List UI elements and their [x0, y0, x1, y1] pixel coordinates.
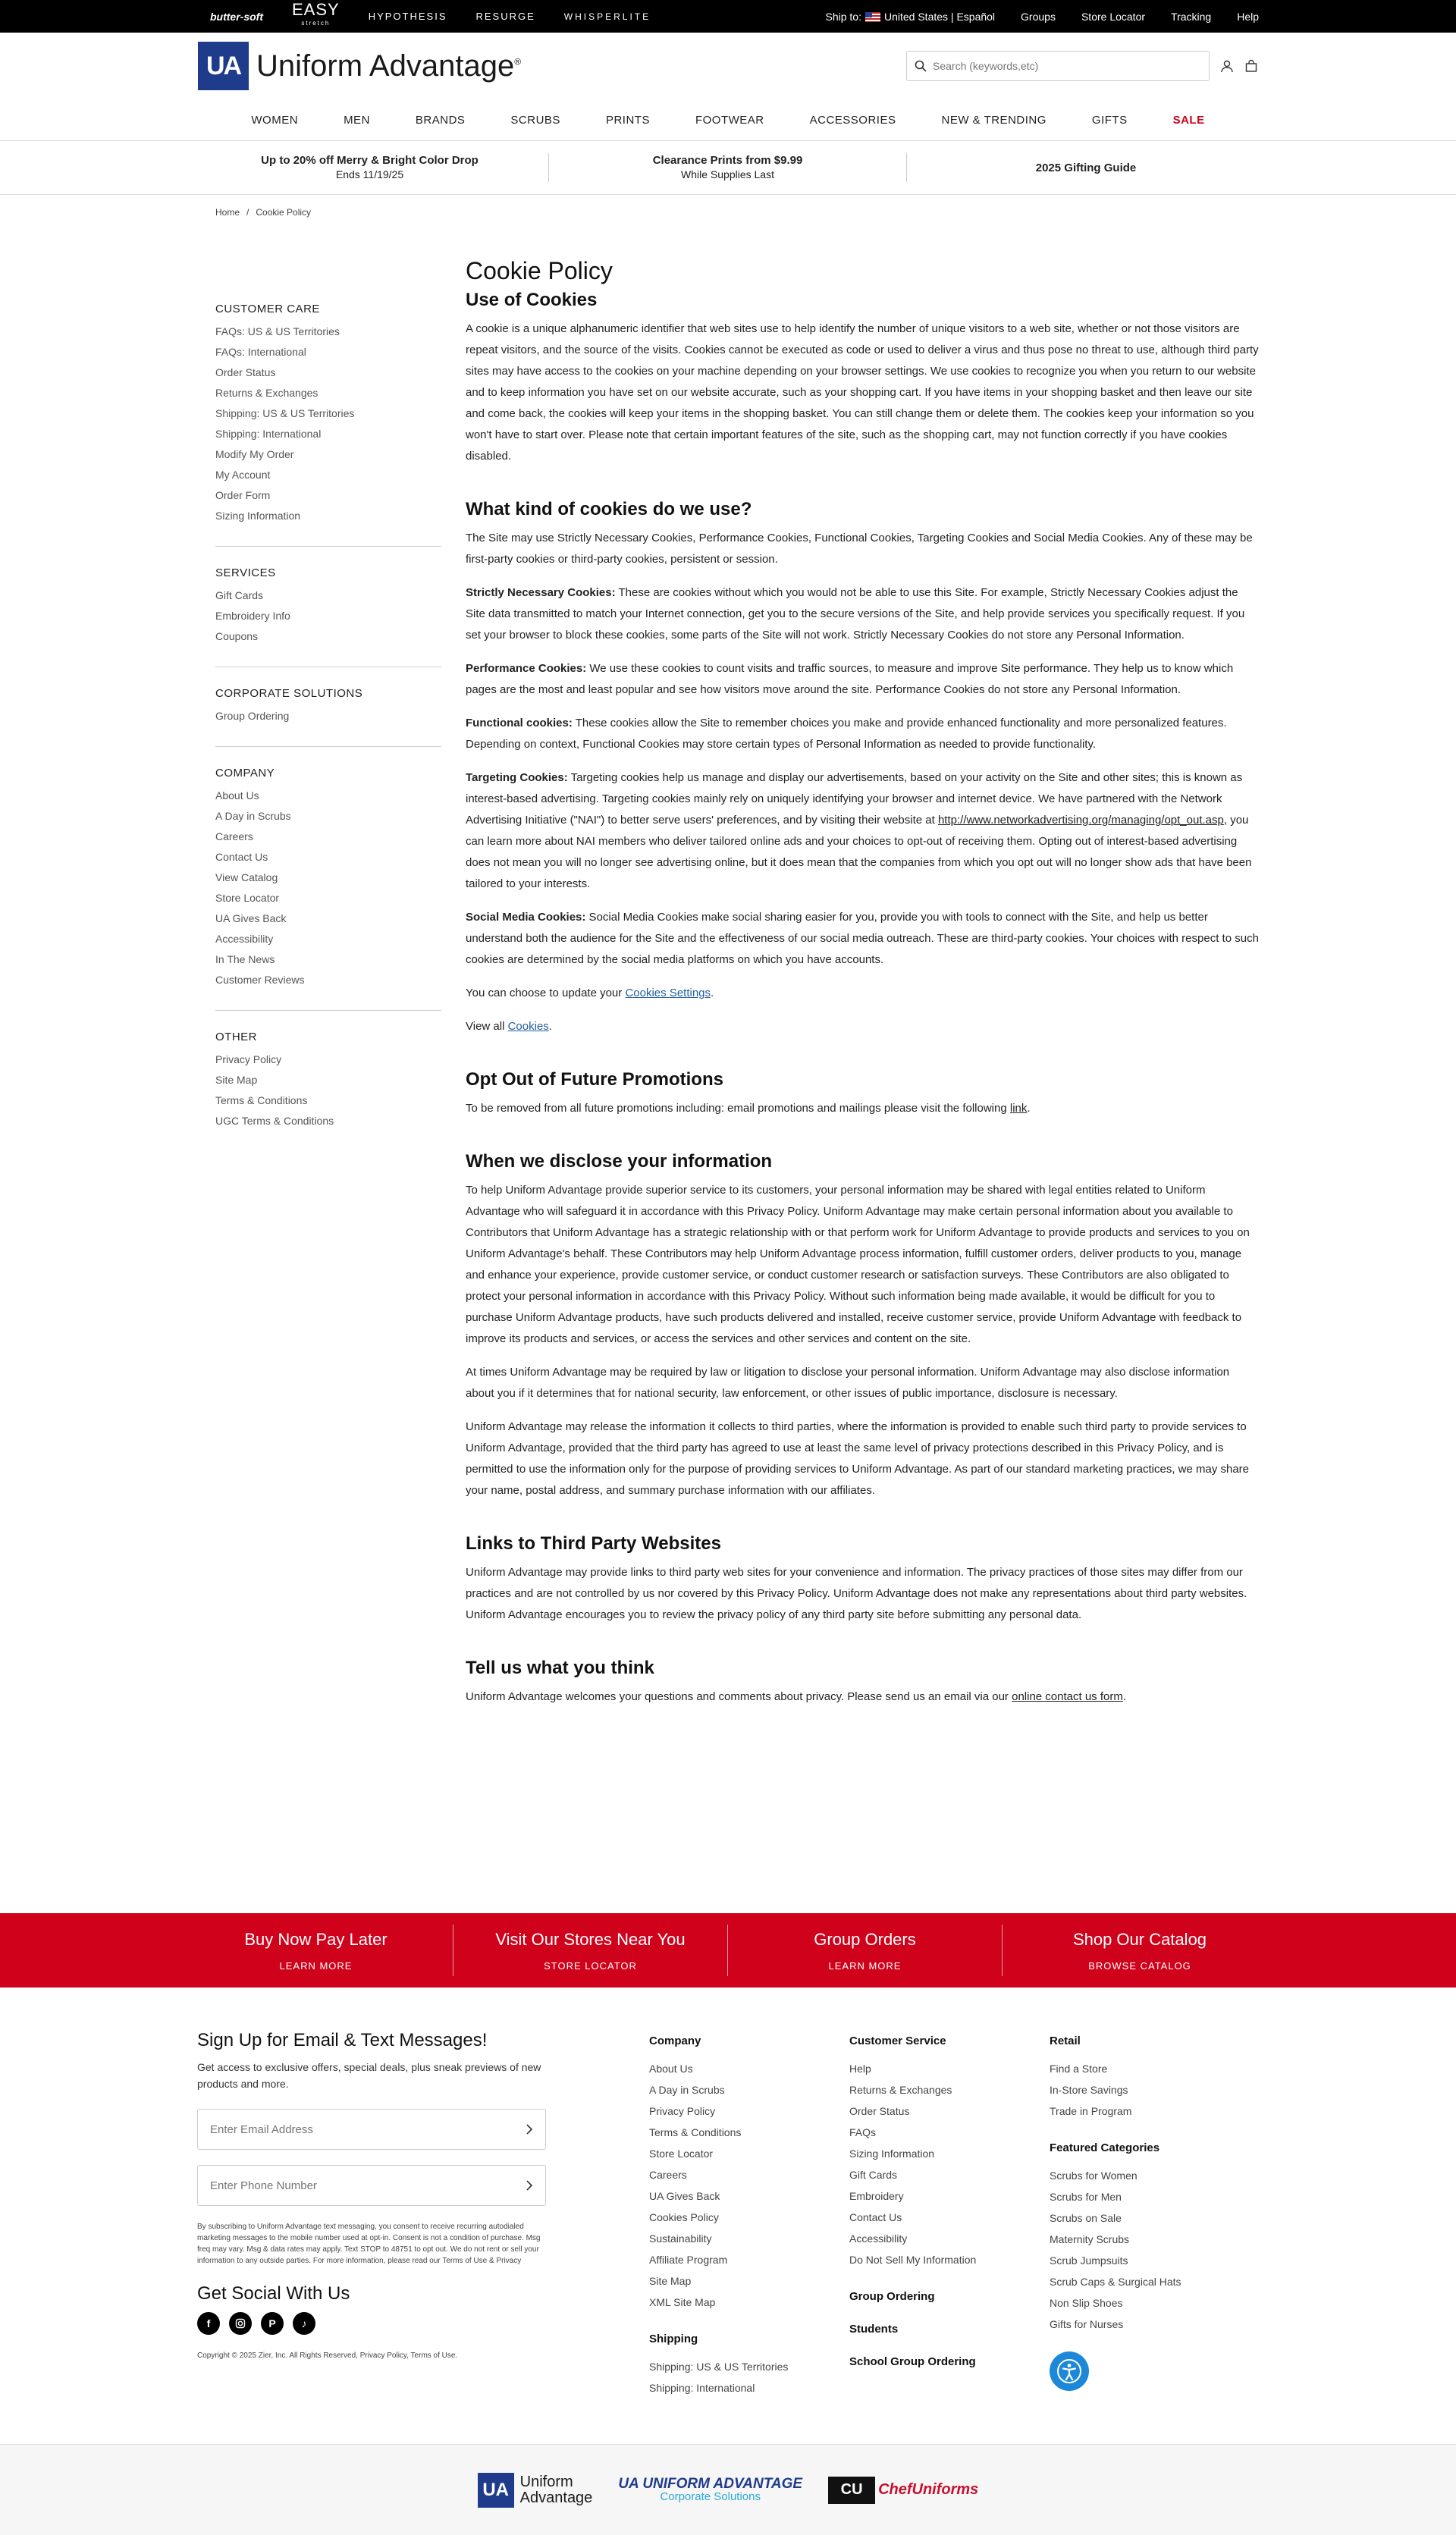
cookie-settings-text: You can choose to update your [466, 987, 626, 999]
brand-hypothesis[interactable]: HYPOTHESIS [368, 11, 447, 22]
promo-subtitle: Ends 11/19/25 [335, 168, 404, 180]
footer-link[interactable]: FAQs [849, 2126, 877, 2138]
section-heading-opt-out: Opt Out of Future Promotions [466, 1069, 723, 1090]
signup-description: Get access to exclusive offers, special deals, plus sneak previews of new products and more. [197, 2061, 541, 2090]
term-text: Social Media Cookies make social sharing easier for you, provide you with tools to connect with the Site, and help us better understand both the audience for the Site and the effectiveness of our social media outreach. These are third-party cookies. Your choices with respect to such cookies are determined by the social media platforms on which you have accounts. [466, 911, 1259, 966]
sidebar-item[interactable]: Terms & Conditions [215, 1094, 308, 1106]
nav-new-trending[interactable]: NEW & TRENDING [941, 113, 1046, 127]
sidebar-item[interactable]: UGC Terms & Conditions [215, 1115, 334, 1127]
chef-logo-mark: CU [828, 2477, 875, 2504]
footer-link[interactable]: Store Locator [649, 2148, 714, 2160]
sidebar-group-company [215, 767, 441, 1011]
footer-link[interactable]: Scrubs for Women [1050, 2169, 1138, 2182]
cta-subtitle: STORE LOCATOR [544, 1959, 637, 1972]
corporate-logo-line2: Corporate Solutions [660, 2490, 761, 2503]
promo-title: Up to 20% off Merry & Bright Color Drop [261, 154, 479, 167]
section-heading-disclosure: When we disclose your information [466, 1151, 773, 1172]
cta-subtitle: LEARN MORE [279, 1959, 353, 1972]
view-all-text: View all [466, 1020, 508, 1033]
tiktok-icon[interactable]: ♪ [293, 2312, 315, 2335]
footer-link[interactable]: In-Store Savings [1050, 2084, 1128, 2096]
uniform-advantage-logo[interactable] [478, 2473, 593, 2508]
paragraph-cookie-settings [466, 983, 1259, 1004]
footer-link[interactable]: Cookies Policy [649, 2211, 719, 2223]
sidebar-item[interactable]: Returns & Exchanges [215, 387, 318, 399]
nav-gifts[interactable]: GIFTS [1091, 113, 1128, 127]
cta-subtitle: LEARN MORE [828, 1959, 902, 1972]
sms-disclaimer: By subscribing to Uniform Advantage text messaging, you consent to receive recurring autodialed marketing messages to the mobile number used at opt-in. Consent is not a condition of purchase. Msg freq may vary. Msg & data rates may apply. Text STOP to 48751 to opt out. We do not rent or sell your information to any outside parties. For more information, please read our Terms of Use & Privacy [197, 2223, 541, 2265]
page-title: Cookie Policy [466, 257, 613, 284]
search-box [906, 51, 1210, 81]
sidebar-item[interactable]: Modify My Order [215, 448, 294, 460]
sidebar-item[interactable]: Order Status [215, 366, 276, 378]
footer-col-company [649, 2030, 849, 2399]
nav-women[interactable]: WOMEN [251, 113, 299, 127]
sidebar-item[interactable]: Store Locator [215, 892, 280, 904]
sidebar-group-title: OTHER [215, 1031, 257, 1043]
sidebar-group-customer-care [215, 303, 441, 547]
footer-link[interactable]: A Day in Scrubs [649, 2084, 725, 2096]
instagram-icon[interactable] [229, 2312, 252, 2335]
footer-link[interactable]: Shipping: International [649, 2382, 755, 2394]
sidebar-item[interactable]: FAQs: US & US Territories [215, 325, 340, 337]
ua-logo-mark: UA [478, 2473, 514, 2508]
logo-registered: ® [514, 56, 522, 67]
footer-link[interactable]: Scrubs on Sale [1050, 2212, 1122, 2224]
footer-link[interactable]: Careers [649, 2169, 687, 2181]
chevron-right-icon[interactable] [526, 2124, 533, 2135]
sidebar-item[interactable]: Careers [215, 830, 253, 842]
sidebar-item[interactable]: FAQs: International [215, 346, 306, 358]
footer-link[interactable]: Sustainability [649, 2232, 712, 2245]
footer-col-customer-service [849, 2030, 1050, 2399]
promo-color-drop[interactable] [191, 153, 549, 182]
ship-to-label: Ship to: [825, 10, 861, 23]
sidebar-item[interactable]: A Day in Scrubs [215, 810, 291, 822]
cta-title: Buy Now Pay Later [244, 1929, 388, 1949]
cta-title: Visit Our Stores Near You [495, 1929, 686, 1949]
period: . [548, 1020, 552, 1033]
footer-link[interactable]: Gifts for Nurses [1050, 2318, 1124, 2330]
us-flag-icon [865, 12, 880, 22]
paragraph: The Site may use Strictly Necessary Cookies, Performance Cookies, Functional Cookies, Targeting Cookies and Social Media Cookies. Any of these may be first-party cookies or third-party cookies, persistent or session. [466, 532, 1253, 566]
site-header [0, 33, 1456, 99]
top-link-store-locator[interactable]: Store Locator [1081, 10, 1146, 23]
chef-uniforms-logo[interactable] [828, 2477, 978, 2504]
sidebar-group-title: SERVICES [215, 566, 276, 579]
nav-men[interactable]: MEN [344, 113, 370, 127]
footer-link[interactable]: Maternity Scrubs [1050, 2233, 1130, 2245]
promo-bar [0, 140, 1456, 195]
footer-link[interactable]: Scrub Jumpsuits [1050, 2254, 1128, 2267]
account-icon[interactable] [1220, 59, 1234, 73]
term-label: Functional cookies: [466, 717, 573, 729]
nav-footwear[interactable]: FOOTWEAR [695, 113, 764, 127]
paragraph: Uniform Advantage may release the information it collects to third parties, where the information is provided to enable such third party to provide services to Uniform Advantage, provided that the third party has agreed to use at least the same level of privacy protections described in this Privacy Policy, and is permitted to use the information only for the purpose of providing services to Uniform Advantage. As part of our standard marketing practices, we may share your name, postal address, and summary purchase information with our affiliates. [466, 1420, 1250, 1497]
site-logo[interactable] [198, 42, 521, 90]
corporate-solutions-logo[interactable] [618, 2477, 802, 2503]
term-label: Performance Cookies: [466, 662, 587, 675]
footer-heading-link[interactable]: School Group Ordering [849, 2355, 976, 2368]
top-link-groups[interactable]: Groups [1021, 10, 1056, 23]
social-title: Get Social With Us [197, 2283, 350, 2304]
footer-columns [561, 2030, 1259, 2399]
sidebar-group-services [215, 566, 441, 667]
footer-link[interactable]: Find a Store [1050, 2063, 1108, 2075]
paragraph-performance [466, 658, 1259, 701]
footer-link[interactable]: Privacy Policy [649, 2105, 716, 2117]
brand-easy-label: EASY [292, 0, 340, 19]
paragraph: To help Uniform Advantage provide superior service to its customers, your personal information may be shared with legal entities related to Uniform Advantage who will safeguard it in accordance with this Privacy Policy. Uniform Advantage may make certain personal information about you available to Contributors that Uniform Advantage has a strategic relationship with or that perform work for Uniform Advantage to provide products and services to you on Uniform Advantage's behalf. These Contributors may help Uniform Advantage process information, fulfill customer orders, deliver products to you, manage and enhance your experience, provide customer service, or conduct customer research or satisfaction surveys. These Contributors are also obligated to protect your personal information in accordance with this Privacy Policy. Without such information being made available, it would be difficult for you to purchase Uniform Advantage products, have such products delivered and installed, receive customer service, provide Uniform Advantage with feedback to improve its products and services, or access the services and other services and content on the site. [466, 1184, 1250, 1345]
accessibility-icon[interactable] [1050, 2351, 1089, 2391]
section-heading-third-party: Links to Third Party Websites [466, 1533, 721, 1554]
sidebar-item[interactable]: Site Map [215, 1074, 258, 1086]
breadcrumb-current: Cookie Policy [256, 207, 312, 218]
footer-link[interactable]: Help [849, 2063, 871, 2075]
brand-strip [210, 0, 651, 30]
phone-field [197, 2165, 546, 2206]
shopping-bag-icon[interactable] [1244, 59, 1258, 73]
logo-mark: UA [198, 42, 249, 90]
paragraph: Uniform Advantage may provide links to third party web sites for your convenience and information. The privacy practices of those sites may differ from our practices and are not controlled by us nor covered by this Privacy Policy. Uniform Advantage does not make any representations about third party websites. Uniform Advantage encourages you to review the privacy policy of any third party site before submitting any personal data. [466, 1566, 1247, 1621]
sidebar-item[interactable]: View Catalog [215, 871, 278, 883]
footer-link[interactable]: Accessibility [849, 2232, 908, 2245]
brand-resurge[interactable]: RESURGE [475, 11, 535, 22]
footer-link[interactable]: About Us [649, 2063, 693, 2075]
promo-title: Clearance Prints from $9.99 [652, 154, 803, 167]
sidebar-item[interactable]: Gift Cards [215, 589, 264, 601]
cta-title: Group Orders [814, 1929, 916, 1949]
family-brand-logos [0, 2444, 1456, 2535]
sidebar-item[interactable]: Embroidery Info [215, 610, 290, 622]
paragraph: A cookie is a unique alphanumeric identifier that web sites use to help identify the number of unique visitors to a web site, whether or not those visitors are repeat visitors, and the source of the visits. Cookies cannot be executed as code or used to deliver a virus and thus pose no threat to use, although third party sites may have access to the cookies on your machine depending on your browser settings. We use cookies to recognize you when you return to our website and to keep information you have set on our website accurate, such as your shopping cart. If you have items in your shopping basket and then leave our site and come back, the cookies will keep your items in the shopping basket. You can still change them or delete them. The cookies keep your information so you won't have to start over. Please note that certain important features of the site, such as the shopping cart, may not function correctly if you have cookies disabled. [466, 322, 1259, 463]
sidebar-item[interactable]: About Us [215, 789, 259, 802]
chef-logo-text: ChefUniforms [878, 2481, 979, 2498]
term-text: Targeting cookies help us manage and display our advertisements, based on your activity on the Site and other sites; this is known as interest-based advertising. Targeting cookies mainly rely on uniquely identifying your browser and internet device. We have partnered with the Network Advertising Initiative ("NAI") to better serve users' preferences, and by visiting their website at [466, 771, 1243, 827]
term-label: Targeting Cookies: [466, 771, 568, 784]
opt-out-link[interactable]: link [1009, 1102, 1028, 1115]
paragraph-social-media [466, 907, 1259, 971]
sidebar-item[interactable]: Sizing Information [215, 510, 301, 522]
sidebar-group-title: CUSTOMER CARE [215, 303, 320, 315]
sidebar-item[interactable]: Shipping: International [215, 428, 322, 440]
footer-link[interactable]: Do Not Sell My Information [849, 2254, 977, 2266]
brand-easy-stretch[interactable] [292, 0, 340, 30]
social-links [197, 2312, 561, 2335]
sidebar-item[interactable]: UA Gives Back [215, 912, 287, 924]
promo-subtitle: While Supplies Last [681, 168, 774, 180]
site-footer [0, 1988, 1456, 2444]
sidebar-group-title: COMPANY [215, 767, 275, 780]
sidebar-item[interactable]: Privacy Policy [215, 1053, 282, 1065]
section-heading-kinds-of-cookies: What kind of cookies do we use? [466, 499, 752, 519]
chevron-right-icon[interactable] [526, 2180, 533, 2191]
brand-whisperlite[interactable]: WHISPERLITE [563, 11, 651, 22]
nav-accessories[interactable]: ACCESSORIES [809, 113, 896, 127]
sidebar-item[interactable]: Contact Us [215, 851, 268, 863]
contact-us-form-link[interactable]: online contact us form [1012, 1690, 1123, 1703]
footer-link[interactable]: UA Gives Back [649, 2190, 720, 2202]
sidebar-item[interactable]: Group Ordering [215, 710, 290, 722]
logo-text [256, 49, 521, 83]
footer-heading-link[interactable]: Group Ordering [849, 2290, 935, 2303]
footer-heading: Featured Categories [1050, 2141, 1160, 2154]
nav-sale[interactable]: SALE [1172, 113, 1205, 127]
pinterest-icon[interactable]: P [261, 2312, 284, 2335]
search-input[interactable] [933, 60, 1201, 72]
nav-prints[interactable]: PRINTS [605, 113, 650, 127]
sidebar-item[interactable]: In The News [215, 953, 275, 965]
footer-link[interactable]: Sizing Information [849, 2148, 935, 2160]
sidebar-item[interactable]: Accessibility [215, 933, 274, 945]
brand-stretch-label: stretch [301, 19, 331, 27]
nai-opt-out-link[interactable]: http://www.networkadvertising.org/managing/opt_out.asp [937, 814, 1224, 827]
copyright: Copyright © 2025 Zier, Inc. All Rights Reserved, Privacy Policy, Terms of Use. [197, 2351, 458, 2360]
paragraph-strictly-necessary [466, 582, 1259, 646]
promo-title: 2025 Gifting Guide [1035, 161, 1137, 174]
term-text: These are cookies without which you would not be able to use this Site. For example, Strictly Necessary Cookies adjust the Site data transmitted to match your Internet connection, get you to the secure versions of the Site, and help provide services you specifically request. If you set your browser to block these cookies, some parts of the Site will not work. Strictly Necessary Cookies do not store any Personal Information. [466, 586, 1245, 642]
cta-subtitle: BROWSE CATALOG [1088, 1959, 1191, 1972]
footer-link[interactable]: Returns & Exchanges [849, 2084, 952, 2096]
cta-shop-catalog[interactable] [1003, 1925, 1277, 1976]
footer-link[interactable]: Non Slip Shoes [1050, 2297, 1123, 2309]
promo-clearance[interactable] [549, 153, 907, 182]
ship-to-value: United States | Español [883, 10, 996, 23]
sidebar [215, 230, 455, 1883]
term-label: Social Media Cookies: [466, 911, 586, 924]
footer-link[interactable]: Terms & Conditions [649, 2126, 742, 2138]
paragraph-feedback [466, 1686, 1259, 1708]
top-link-help[interactable]: Help [1237, 10, 1259, 23]
term-label: Strictly Necessary Cookies: [466, 586, 616, 599]
breadcrumb [0, 195, 1456, 230]
email-field [197, 2109, 546, 2150]
footer-heading: Customer Service [849, 2035, 946, 2047]
sidebar-group-corporate-solutions [215, 687, 441, 747]
cta-title: Shop Our Catalog [1072, 1929, 1207, 1949]
policy-content [455, 230, 1259, 1883]
term-text: We use these cookies to count visits and traffic sources, to measure and improve Site performance. They help us to know which pages are the most and least popular and see how visitors move around the site. Performance Cookies do not store any Personal Information. [466, 662, 1234, 696]
search-icon [915, 60, 927, 72]
phone-input[interactable] [210, 2179, 526, 2192]
footer-link[interactable]: Scrub Caps & Surgical Hats [1050, 2276, 1181, 2288]
footer-heading-link[interactable]: Students [849, 2323, 899, 2336]
footer-link[interactable]: XML Site Map [649, 2296, 716, 2308]
footer-signup [197, 2030, 561, 2399]
sidebar-item[interactable]: Customer Reviews [215, 974, 305, 986]
signup-title: Sign Up for Email & Text Messages! [197, 2030, 488, 2050]
section-heading-use-of-cookies: Use of Cookies [466, 290, 598, 310]
logo-name: Uniform Advantage [256, 49, 515, 83]
facebook-icon[interactable]: f [197, 2312, 220, 2335]
top-link-tracking[interactable]: Tracking [1171, 10, 1212, 23]
period: . [711, 987, 714, 999]
opt-out-text: To be removed from all future promotions including: email promotions and mailings please visit the following [466, 1102, 1010, 1115]
paragraph: At times Uniform Advantage may be required by law or litigation to disclose your personal information. Uniform Advantage may also disclose information about you if it determines that for national security, law enforcement, or other issues of public importance, disclosure is necessary. [466, 1366, 1230, 1400]
sidebar-group-title: CORPORATE SOLUTIONS [215, 687, 363, 700]
header-actions [906, 51, 1258, 81]
view-all-cookies-link[interactable]: Cookies [507, 1020, 549, 1033]
cta-buy-now-pay-later[interactable] [179, 1925, 453, 1976]
ua-logo-line1: Uniform [519, 2473, 573, 2490]
term-text: , you can learn more about NAI members who deliver tailored online ads and your choices to opt-out of receiving them. Opting out of interest-based advertising does not mean you will no longer see advertising online, but it does mean that the companies from which you opt out will no longer show ads that have been tailored to your interests. [466, 814, 1252, 890]
main-nav [0, 99, 1456, 140]
footer-heading: Shipping [649, 2333, 698, 2345]
cookies-settings-link[interactable]: Cookies Settings [625, 987, 711, 999]
cta-group-orders[interactable] [728, 1925, 1003, 1976]
email-input[interactable] [210, 2123, 526, 2136]
brand-butter-soft[interactable]: butter-soft [210, 10, 263, 23]
main-layout [0, 230, 1456, 1883]
section-heading-feedback: Tell us what you think [466, 1658, 654, 1678]
breadcrumb-home[interactable]: Home [215, 207, 240, 218]
cta-visit-stores[interactable] [453, 1925, 728, 1976]
paragraph-opt-out [466, 1098, 1259, 1119]
period: . [1027, 1102, 1031, 1115]
footer-link[interactable]: Gift Cards [849, 2169, 898, 2181]
sidebar-item[interactable]: Coupons [215, 630, 259, 642]
period: . [1122, 1690, 1127, 1703]
sidebar-item[interactable]: Shipping: US & US Territories [215, 407, 355, 419]
sidebar-item[interactable]: Order Form [215, 489, 271, 501]
cta-banner [0, 1913, 1456, 1988]
footer-heading: Company [649, 2035, 701, 2047]
feedback-text: Uniform Advantage welcomes your questions and comments about privacy. Please send us an email via our [466, 1690, 1012, 1703]
nav-scrubs[interactable]: SCRUBS [510, 113, 560, 127]
term-text: These cookies allow the Site to remember choices you make and provide enhanced functionality and more personalized features. Depending on context, Functional Cookies may store certain types of Personal Information as needed to provide functionality. [466, 717, 1227, 751]
breadcrumb-separator: / [246, 207, 249, 218]
sidebar-group-other [215, 1031, 441, 1151]
ua-logo-text [520, 2474, 593, 2506]
footer-link[interactable]: Scrubs for Men [1050, 2191, 1122, 2203]
corporate-logo-line1: UA UNIFORM ADVANTAGE [618, 2475, 803, 2492]
footer-link[interactable]: Trade in Program [1050, 2105, 1132, 2117]
footer-heading: Retail [1050, 2035, 1081, 2047]
footer-link[interactable]: Embroidery [849, 2190, 904, 2202]
promo-gifting-guide[interactable] [907, 161, 1265, 175]
footer-link[interactable]: Affiliate Program [649, 2254, 728, 2266]
top-bar [0, 0, 1456, 33]
paragraph-view-all [466, 1016, 1259, 1037]
sidebar-item[interactable]: My Account [215, 469, 271, 481]
ua-logo-line2: Advantage [519, 2489, 593, 2506]
paragraph-targeting [466, 767, 1259, 895]
nav-brands[interactable]: BRANDS [415, 113, 466, 127]
footer-link[interactable]: Shipping: US & US Territories [649, 2361, 789, 2373]
footer-link[interactable]: Order Status [849, 2105, 910, 2117]
footer-link[interactable]: Contact Us [849, 2211, 902, 2223]
ship-to-selector[interactable] [826, 11, 996, 23]
top-links [826, 11, 1260, 23]
footer-col-retail [1050, 2030, 1250, 2399]
paragraph-functional [466, 713, 1259, 755]
footer-link[interactable]: Site Map [649, 2275, 692, 2287]
